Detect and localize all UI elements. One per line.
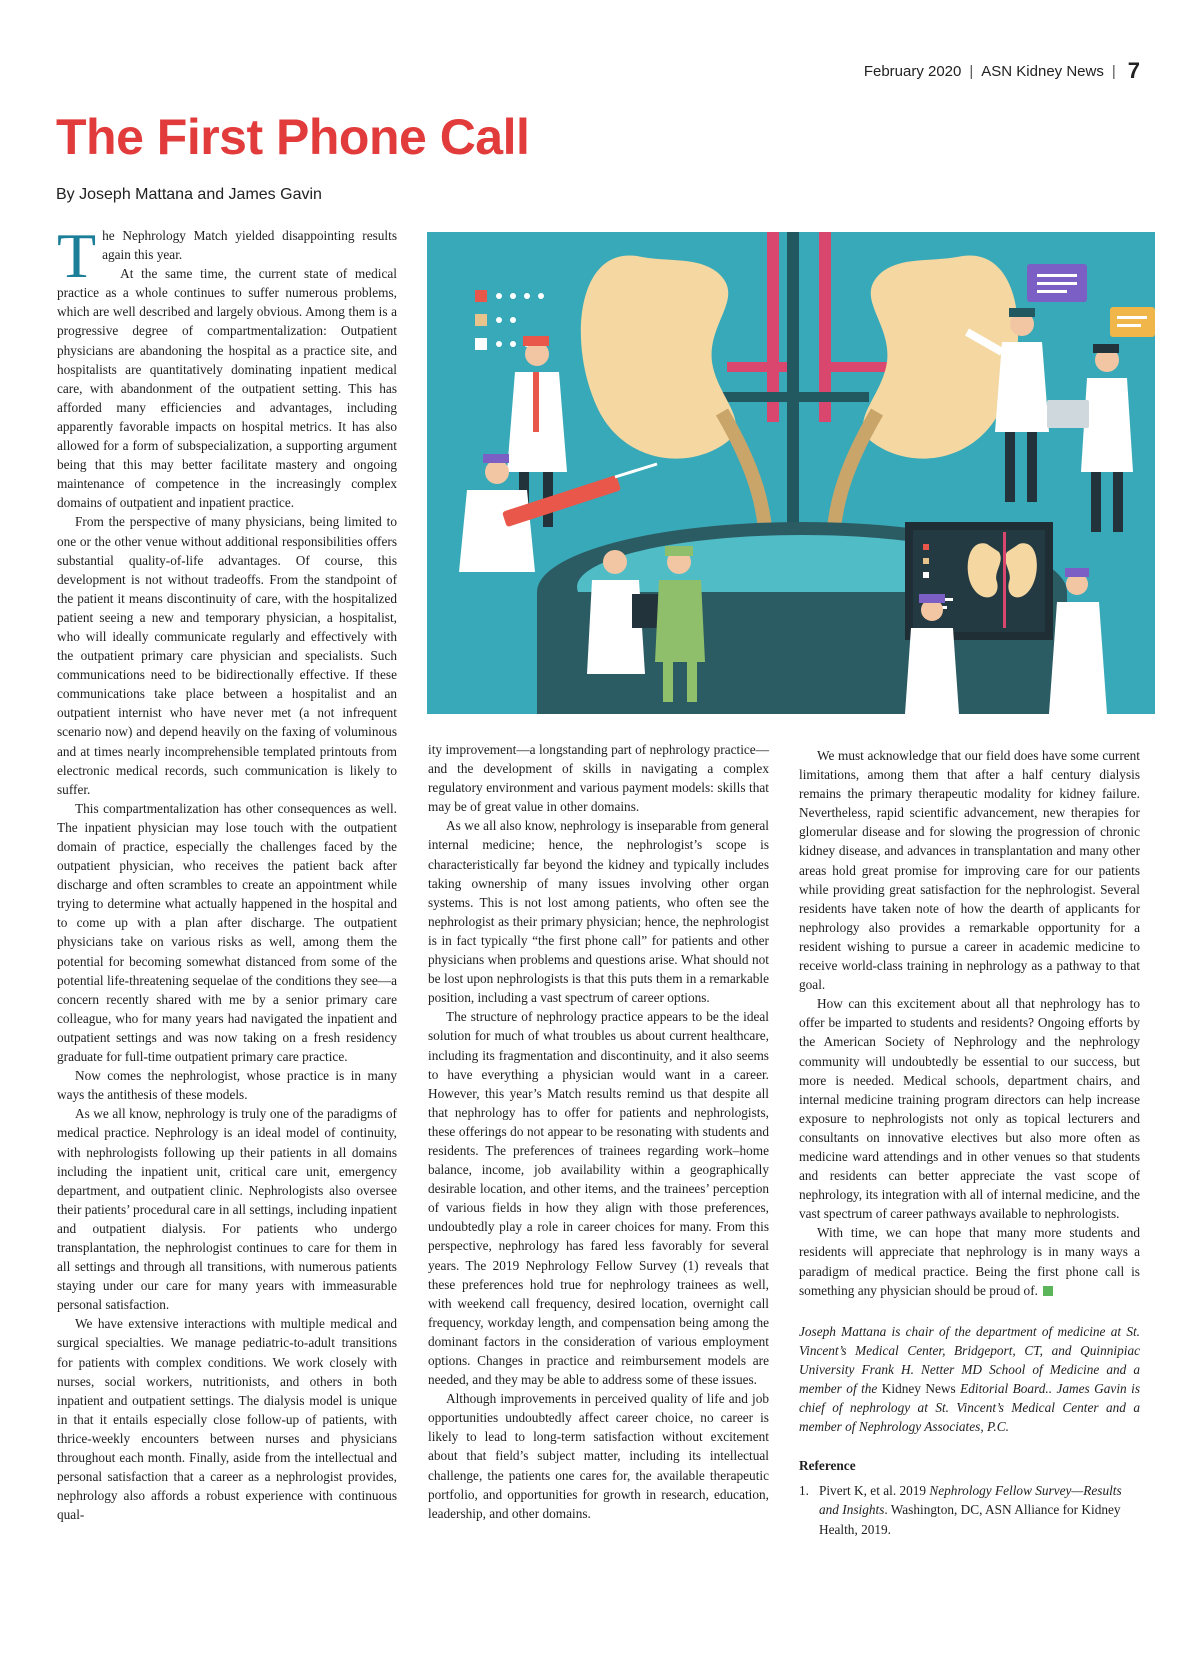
legend-square	[475, 290, 487, 302]
artery-branch	[831, 362, 891, 372]
reference-details: . Washington, DC, ASN Alliance for Kidney Health, 2019.	[819, 1502, 1121, 1537]
body-paragraph	[428, 816, 769, 1007]
bio-publication: Kidney News	[881, 1381, 956, 1396]
paragraph-text: How can this excitement about all that nephrology has to offer be imparted to students and residents? Ongoing efforts by the American Society of Nephrology and the nephrology community will undoubtedly be essential to our success, but more is needed. Medical schools, department chairs, and internal medicine training program directors can help increase exposure to nephrologists not only as topical lecturers and consultants on innovative electives but also more often as medicine ward attendings and in other venues so that students and residents can better appreciate the vast scope of nephrology, its integration with all of internal medicine, and the vast spectrum of career pathways available to nephrologists.	[799, 996, 1140, 1222]
masthead-separator: |	[1111, 62, 1116, 80]
page-number: 7	[1127, 58, 1140, 83]
bio-text: Joseph Mattana is chair of the department of medicine at St. Vincent’s Medical Center, Bridgeport, CT, and Quinnipiac University Frank H. Netter MD School of Medicine and a member of the	[799, 1323, 1140, 1396]
paragraph-text: At the same time, the current state of medical practice as a whole continues to suffer numerous problems, which are well described and largely obvious. Among them is a progressive degree of compartmentalization: Outpatient physicians are abandoning the hospital as a practice site, and hospitalists are quantitatively dominating inpatient medical care, with abandonment of the outpatient setting. This has afforded many efficiencies and advantages, including apparently favorable impacts on hospital metrics. It has also allowed for a form of subspecialization, a supporting argument being that this may better facilitate mastery and ongoing maintenance of competence in the increasingly complex domains of outpatient and inpatient practice.	[57, 266, 397, 511]
body-paragraph	[799, 994, 1140, 1223]
bio-text: Editorial Board.. James Gavin is chief of nephrology at St. Vincent’s Medical Center and a member of Nephrology Associates, P.C.	[799, 1381, 1140, 1435]
body-paragraph	[799, 1223, 1140, 1299]
illustration-svg	[427, 232, 1155, 714]
paragraph-text: As we all know, nephrology is truly one of the paradigms of medical practice. Nephrology is an ideal model of continuity, with nephrologists following up their patients in all domains including the inpatient unit, critical care unit, emergency department, and outpatient clinic. Nephrologists also oversee their patients’ procedural care in all settings, including inpatient and outpatient dialysis. For patients who undergo transplantation, the nephrologist continues to care for them in all settings and through all transitions, with numerous patients staying under our care for many years with immeasurable personal satisfaction.	[57, 1106, 397, 1313]
body-paragraph	[428, 1389, 769, 1523]
paragraph-text: As we all also know, nephrology is inseparable from general internal medicine; hence, the nephrologist’s scope is characteristically far beyond the kidney and typically includes taking ownership of many issues involving other organ systems. This is not lost among patients, who often see the nephrologist as their primary physician; hence, the nephrologist is in fact typically “the first phone call” for patients and other physicians when problems and questions arise. What should not be lost upon nephrologists is that this puts them in a remarkable position, including a vast spectrum of career options.	[428, 818, 769, 1006]
body-paragraph	[57, 1314, 397, 1524]
central-vessel	[787, 232, 799, 532]
body-paragraph	[428, 740, 769, 816]
reference-heading: Reference	[799, 1458, 856, 1474]
reference-authors: Pivert K, et al. 2019	[818, 1483, 930, 1499]
laptop	[1047, 400, 1089, 428]
byline: By Joseph Mattana and James Gavin	[56, 186, 322, 203]
kidney-illustration	[427, 232, 1155, 714]
column-1-body	[57, 264, 397, 1524]
issue-date: February 2020	[863, 62, 962, 80]
paragraph-text: With time, we can hope that many more students and residents will appreciate that nephrology is in many ways a paradigm of medical practice. Being the first phone call is something any physician should be proud of.	[799, 1225, 1140, 1298]
drop-cap: T	[57, 220, 97, 291]
masthead-separator: |	[969, 62, 974, 80]
legend-square	[475, 338, 487, 350]
reference-number: 1.	[799, 1483, 809, 1499]
end-mark-icon	[1043, 1286, 1053, 1296]
masthead	[864, 58, 1140, 84]
article-title: The First Phone Call	[56, 109, 530, 165]
column-1	[57, 220, 397, 1524]
body-paragraph	[57, 1066, 397, 1104]
monitor-display	[905, 522, 1053, 640]
paragraph-text: Although improvements in perceived quality of life and job opportunities undoubtedly affect career choice, no career is likely to lead to long-term satisfaction without excitement about that field’s subject matter, including its intellectual challenge, the patients one cares for, the available therapeutic portfolio, and opportunities for growth in research, education, leadership, and other domains.	[428, 1391, 769, 1521]
lead-paragraph	[57, 220, 397, 291]
body-paragraph	[799, 746, 1140, 994]
artery-branch	[727, 362, 787, 372]
column-3	[799, 746, 1140, 1539]
body-paragraph	[57, 1104, 397, 1314]
lead-text: he Nephrology Match yielded disappointing results again this year.	[102, 228, 397, 263]
publication-name: ASN Kidney News	[981, 62, 1104, 80]
paragraph-text: We must acknowledge that our field does have some current limitations, among them that after a half century dialysis remains the primary therapeutic modality for kidney failure. Nevertheless, rapid scientific advancement, new therapies for glomerular disease and for slowing the progression of chronic kidney disease, and advances in transplantation and many other areas hold great promise for improving care for our patients while providing great satisfaction for the nephrologist. Several residents have taken note of how the dearth of applicants for nephrology also provides a remarkable opportunity for a resident wishing to pursue a career in academic medicine to receive world-class training in nephrology as a pathway to that goal.	[799, 748, 1140, 993]
column-2	[428, 740, 769, 1523]
body-paragraph	[57, 512, 397, 798]
paragraph-text: We have extensive interactions with multiple medical and surgical specialties. We manage pediatric-to-adult transitions for patients with complex conditions. We work closely with nurses, social workers, nutritionists, and others in both inpatient and outpatient settings. The dialysis model is unique in that it entails especially close follow-up of patients, with thrice-weekly encounters between nurses and physicians throughout each month. Finally, aside from the intellectual and personal satisfaction that a career as a nephrologist provides, nephrology also affords a robust experience with continuous qual-	[57, 1316, 397, 1523]
body-paragraph	[57, 799, 397, 1066]
body-paragraph	[57, 264, 397, 512]
reference-item	[799, 1481, 1140, 1538]
legend-square	[475, 314, 487, 326]
author-bio	[799, 1322, 1140, 1437]
body-paragraph	[428, 1007, 769, 1389]
paragraph-text: Now comes the nephrologist, whose practice is in many ways the antithesis of these models.	[57, 1068, 397, 1103]
paragraph-text: The structure of nephrology practice appears to be the ideal solution for much of what troubles us about current healthcare, including its fragmentation and discontinuity, and it also seems to have everything a physician would want in a career. However, this year’s Match results remind us that despite all that nephrology has to offer for patients and nephrologists, these offerings do not appear to be resonating with students and residents. The preferences of trainees regarding work–home balance, income, job availability within a geographically desirable location, and other items, and the trainees’ perception of various fields in how they align with those preferences, undoubtedly play a role in career choices for many. From this perspective, nephrology has fared less favorably for several years. The 2019 Nephrology Fellow Survey (1) reveals that these preferences hold true for nephrology trainees as well, with weekend call frequency, desired location, overnight call frequency, workday length, and compensation being among the dominant factors in the consideration of various employment options. Changes in practice and reimbursement models are needed, and they may be able to address some of these issues.	[428, 1009, 769, 1388]
vein-branch	[717, 392, 787, 402]
column-3-body	[799, 746, 1140, 1300]
paragraph-text: ity improvement—a longstanding part of nephrology practice—and the development of skills in navigating a complex regulatory environment and various payment models: skills that may be of great value in other domains.	[428, 742, 769, 815]
vein-branch	[799, 392, 869, 402]
speech-bubble	[1110, 307, 1155, 337]
reference-title: Nephrology Fellow Survey—Results and Insights	[819, 1483, 1122, 1518]
paragraph-text: From the perspective of many physicians, being limited to one or the other venue without additional responsibilities offers substantial quality-of-life advantages. Of course, this development is not without tradeoffs. From the standpoint of the patient it means discontinuity of care, with the hospitalized patient seeing a new and temporary physician, a hospitalist, who will ideally communicate regularly and effectively with the outpatient primary care physician and specialists. Such communications need to be bidirectionally effective. If these communications take place between a hospitalist and an outpatient internist who have never met (a not infrequent scenario now) and depend heavily on the faxing of voluminous and at times nearly incomprehensible templated printouts from electronic medical records, such communication is likely to suffer.	[57, 514, 397, 797]
paragraph-text: This compartmentalization has other consequences as well. The inpatient physician may lose touch with the outpatient domain of practice, especially the challenges faced by the outpatient physician, who receives the patient back after discharge and often scrambles to create an appointment while trying to determine what actually happened in the hospital and to come up with a plan after discharge. The outpatient physicians take on various risks as well, among them the potential for becoming somewhat distanced from some of the potential life-threatening sequelae of the conditions they see—a concern recently shared with me by a senior primary care colleague, who for many years had navigated the inpatient and outpatient settings and was now taking on a fresh residency graduate for full-time outpatient primary care practice.	[57, 800, 397, 1065]
